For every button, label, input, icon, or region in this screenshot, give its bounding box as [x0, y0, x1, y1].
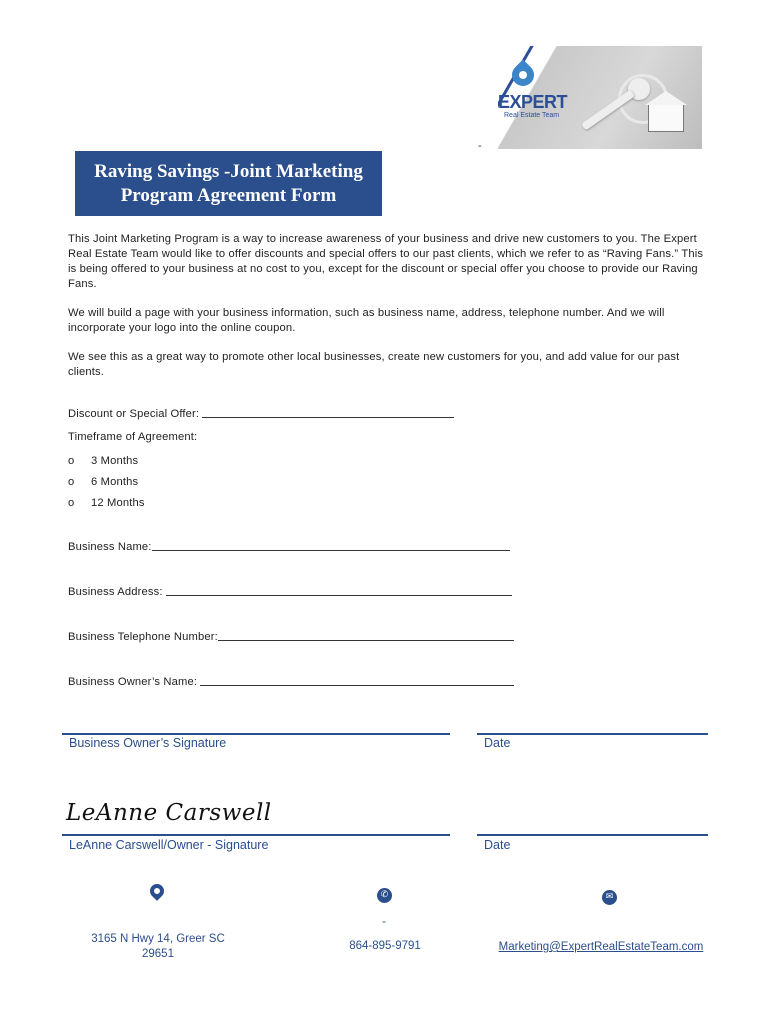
title-line-2: Program Agreement Form: [120, 184, 337, 206]
form-title: [75, 151, 382, 216]
address-line-1: 3165 N Hwy 14, Greer SC: [91, 933, 225, 945]
owner-signature-label: Business Owner’s Signature: [69, 736, 227, 750]
header-dash: -: [478, 140, 482, 152]
option-3-months: 3 Months: [91, 455, 139, 467]
footer-phone: 864-895-9791: [349, 940, 421, 952]
logo-drop-icon: [507, 59, 538, 90]
discount-input-line[interactable]: [202, 416, 454, 418]
owner-signature-line[interactable]: [62, 733, 450, 735]
timeframe-field: [68, 431, 197, 443]
business-phone-input-line[interactable]: [218, 639, 514, 641]
business-address-label: Business Address:: [68, 586, 163, 598]
phone-dash: -: [382, 916, 386, 928]
owner-name-field: [68, 676, 514, 688]
date-line-2[interactable]: [477, 834, 708, 836]
timeframe-label: Timeframe of Agreement:: [68, 431, 198, 443]
owner-name-input-line[interactable]: [200, 684, 514, 686]
team-signature-label: LeAnne Carswell/Owner - Signature: [69, 838, 269, 852]
email-icon: ✉: [602, 890, 617, 905]
date-label-1: Date: [484, 736, 511, 750]
footer-address: [70, 932, 246, 962]
title-line-1: Raving Savings -Joint Marketing: [94, 160, 363, 182]
date-line-1[interactable]: [477, 733, 708, 735]
option-bullet[interactable]: o: [68, 497, 75, 509]
discount-label: Discount or Special Offer:: [68, 408, 200, 420]
option-bullet[interactable]: o: [68, 455, 75, 467]
discount-field: [68, 408, 454, 420]
business-address-field: [68, 586, 512, 598]
business-name-label: Business Name:: [68, 541, 152, 553]
footer-email-link[interactable]: Marketing@ExpertRealEstateTeam.com: [498, 941, 704, 953]
business-name-field: [68, 541, 510, 553]
team-signature-line: [62, 834, 450, 836]
promotion-paragraph: We see this as a great way to promote other local businesses, create new customers for you, and add value for our past clients.: [68, 351, 680, 378]
logo-name: EXPERT: [498, 92, 568, 112]
location-pin-icon: [147, 881, 167, 901]
option-12-months: 12 Months: [91, 497, 145, 509]
option-6-months: 6 Months: [91, 476, 139, 488]
phone-icon: ✆: [377, 888, 392, 903]
business-address-input-line[interactable]: [166, 594, 512, 596]
business-name-input-line[interactable]: [152, 549, 510, 551]
page-info-paragraph: We will build a page with your business information, such as business name, address, telephone number. And we will incorporate your logo into the online coupon.: [68, 307, 665, 334]
owner-name-label: Business Owner’s Name:: [68, 676, 198, 688]
header-logo-image: [498, 46, 702, 149]
house-tag-icon: [648, 104, 684, 132]
date-label-2: Date: [484, 838, 511, 852]
business-phone-label: Business Telephone Number:: [68, 631, 218, 643]
logo-subtitle: Real Estate Team: [504, 112, 560, 119]
intro-paragraph: This Joint Marketing Program is a way to increase awareness of your business and drive new customers to you. The Expert Real Estate Team would like to offer discounts and special offers to our past clients, which we refer to as “Raving Fans.” This is being offered to your business at no cost to you, except for the discount or special offer you choose to provide our Raving Fans.: [68, 233, 704, 290]
option-bullet[interactable]: o: [68, 476, 75, 488]
address-line-2: 29651: [142, 948, 174, 960]
script-signature: LeAnne Carswell: [66, 800, 272, 826]
business-phone-field: [68, 631, 514, 643]
